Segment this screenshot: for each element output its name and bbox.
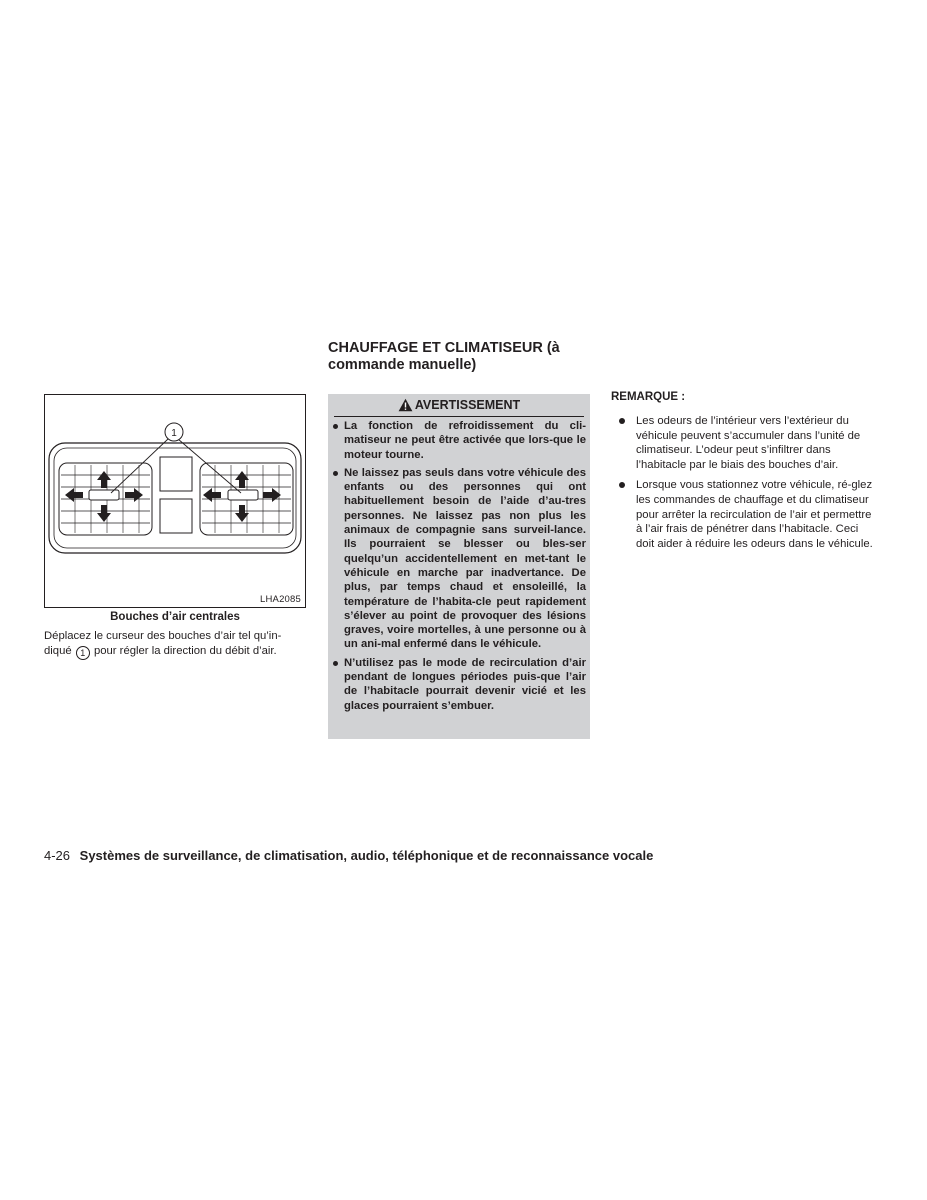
- figure-callout-number: 1: [171, 428, 177, 439]
- warning-triangle-icon: [398, 398, 413, 412]
- warning-item: La fonction de refroidissement du cli-matiseur ne peut être activée que lors-que le moteur tourne.: [332, 419, 586, 462]
- warning-item: Ne laissez pas seuls dans votre véhicule des enfants ou des personnes qui ont habituellement besoin de l’aide d’au-tres personnes. Ne laissez pas non plus les animaux de compagnie sans surveil-lance. Ils pourraient se blesser ou bles-ser quelqu’un accidentellement en met-tant le véhicule en marche par inadvertance. De plus, par temps chaud et ensoleillé, la température de l’habita-cle peut rapidement s’élever au point de provoquer des lésions graves, voire mortelles, à une personne ou à un ani-mal enfermé dans le véhicule.: [332, 466, 586, 652]
- chapter-title: Systèmes de surveillance, de climatisation, audio, téléphonique et de reconnaissance vocale: [79, 848, 654, 863]
- left-body-part-2: pour régler la direction du débit d’air.: [93, 644, 277, 657]
- page-number: 4-26: [44, 848, 71, 863]
- warning-title: AVERTISSEMENT: [414, 398, 521, 412]
- callout-marker: 1: [76, 646, 90, 660]
- section-title-line-2: commande manuelle): [328, 357, 477, 373]
- page-footer: [44, 848, 653, 863]
- remark-item: Lorsque vous stationnez votre véhicule, ré-glez les commandes de chauffage et du climatiseur pour arrêter la recirculation de l’air et permettre à l’air frais de pénétrer dans l’habitacle. Ceci doit aider à réduire les odeurs dans le véhicule.: [611, 478, 875, 551]
- figure-caption: Bouches d’air centrales: [110, 611, 240, 623]
- section-title-line-1: CHAUFFAGE ET CLIMATISEUR (à: [328, 340, 560, 356]
- air-vent-figure: [44, 394, 306, 608]
- left-body-text: [44, 629, 306, 660]
- warning-item: N’utilisez pas le mode de recirculation d’air pendant de longues périodes puis-que l’air de l’habitacle pourrait devenir vicié et les glaces pourraient s’embuer.: [332, 656, 586, 713]
- warning-header: [328, 394, 590, 416]
- remark-title: REMARQUE :: [611, 391, 686, 403]
- warning-list: [332, 419, 586, 717]
- remark-item: Les odeurs de l’intérieur vers l’extérieur du véhicule peuvent s’accumuler dans l’unité de climatiseur. L’odeur peut s’infiltrer dans l’habitacle par le biais des bouches d’air.: [611, 414, 875, 472]
- figure-id: LHA2085: [259, 594, 301, 605]
- warning-divider: [334, 416, 584, 417]
- center-air-vents-illustration: [45, 395, 305, 607]
- section-title: [328, 340, 598, 374]
- left-body-part-1: Déplacez le curseur des bouches d’air tel qu’in-diqué: [44, 630, 282, 657]
- warning-box: [328, 394, 590, 739]
- remark-list: [611, 414, 875, 557]
